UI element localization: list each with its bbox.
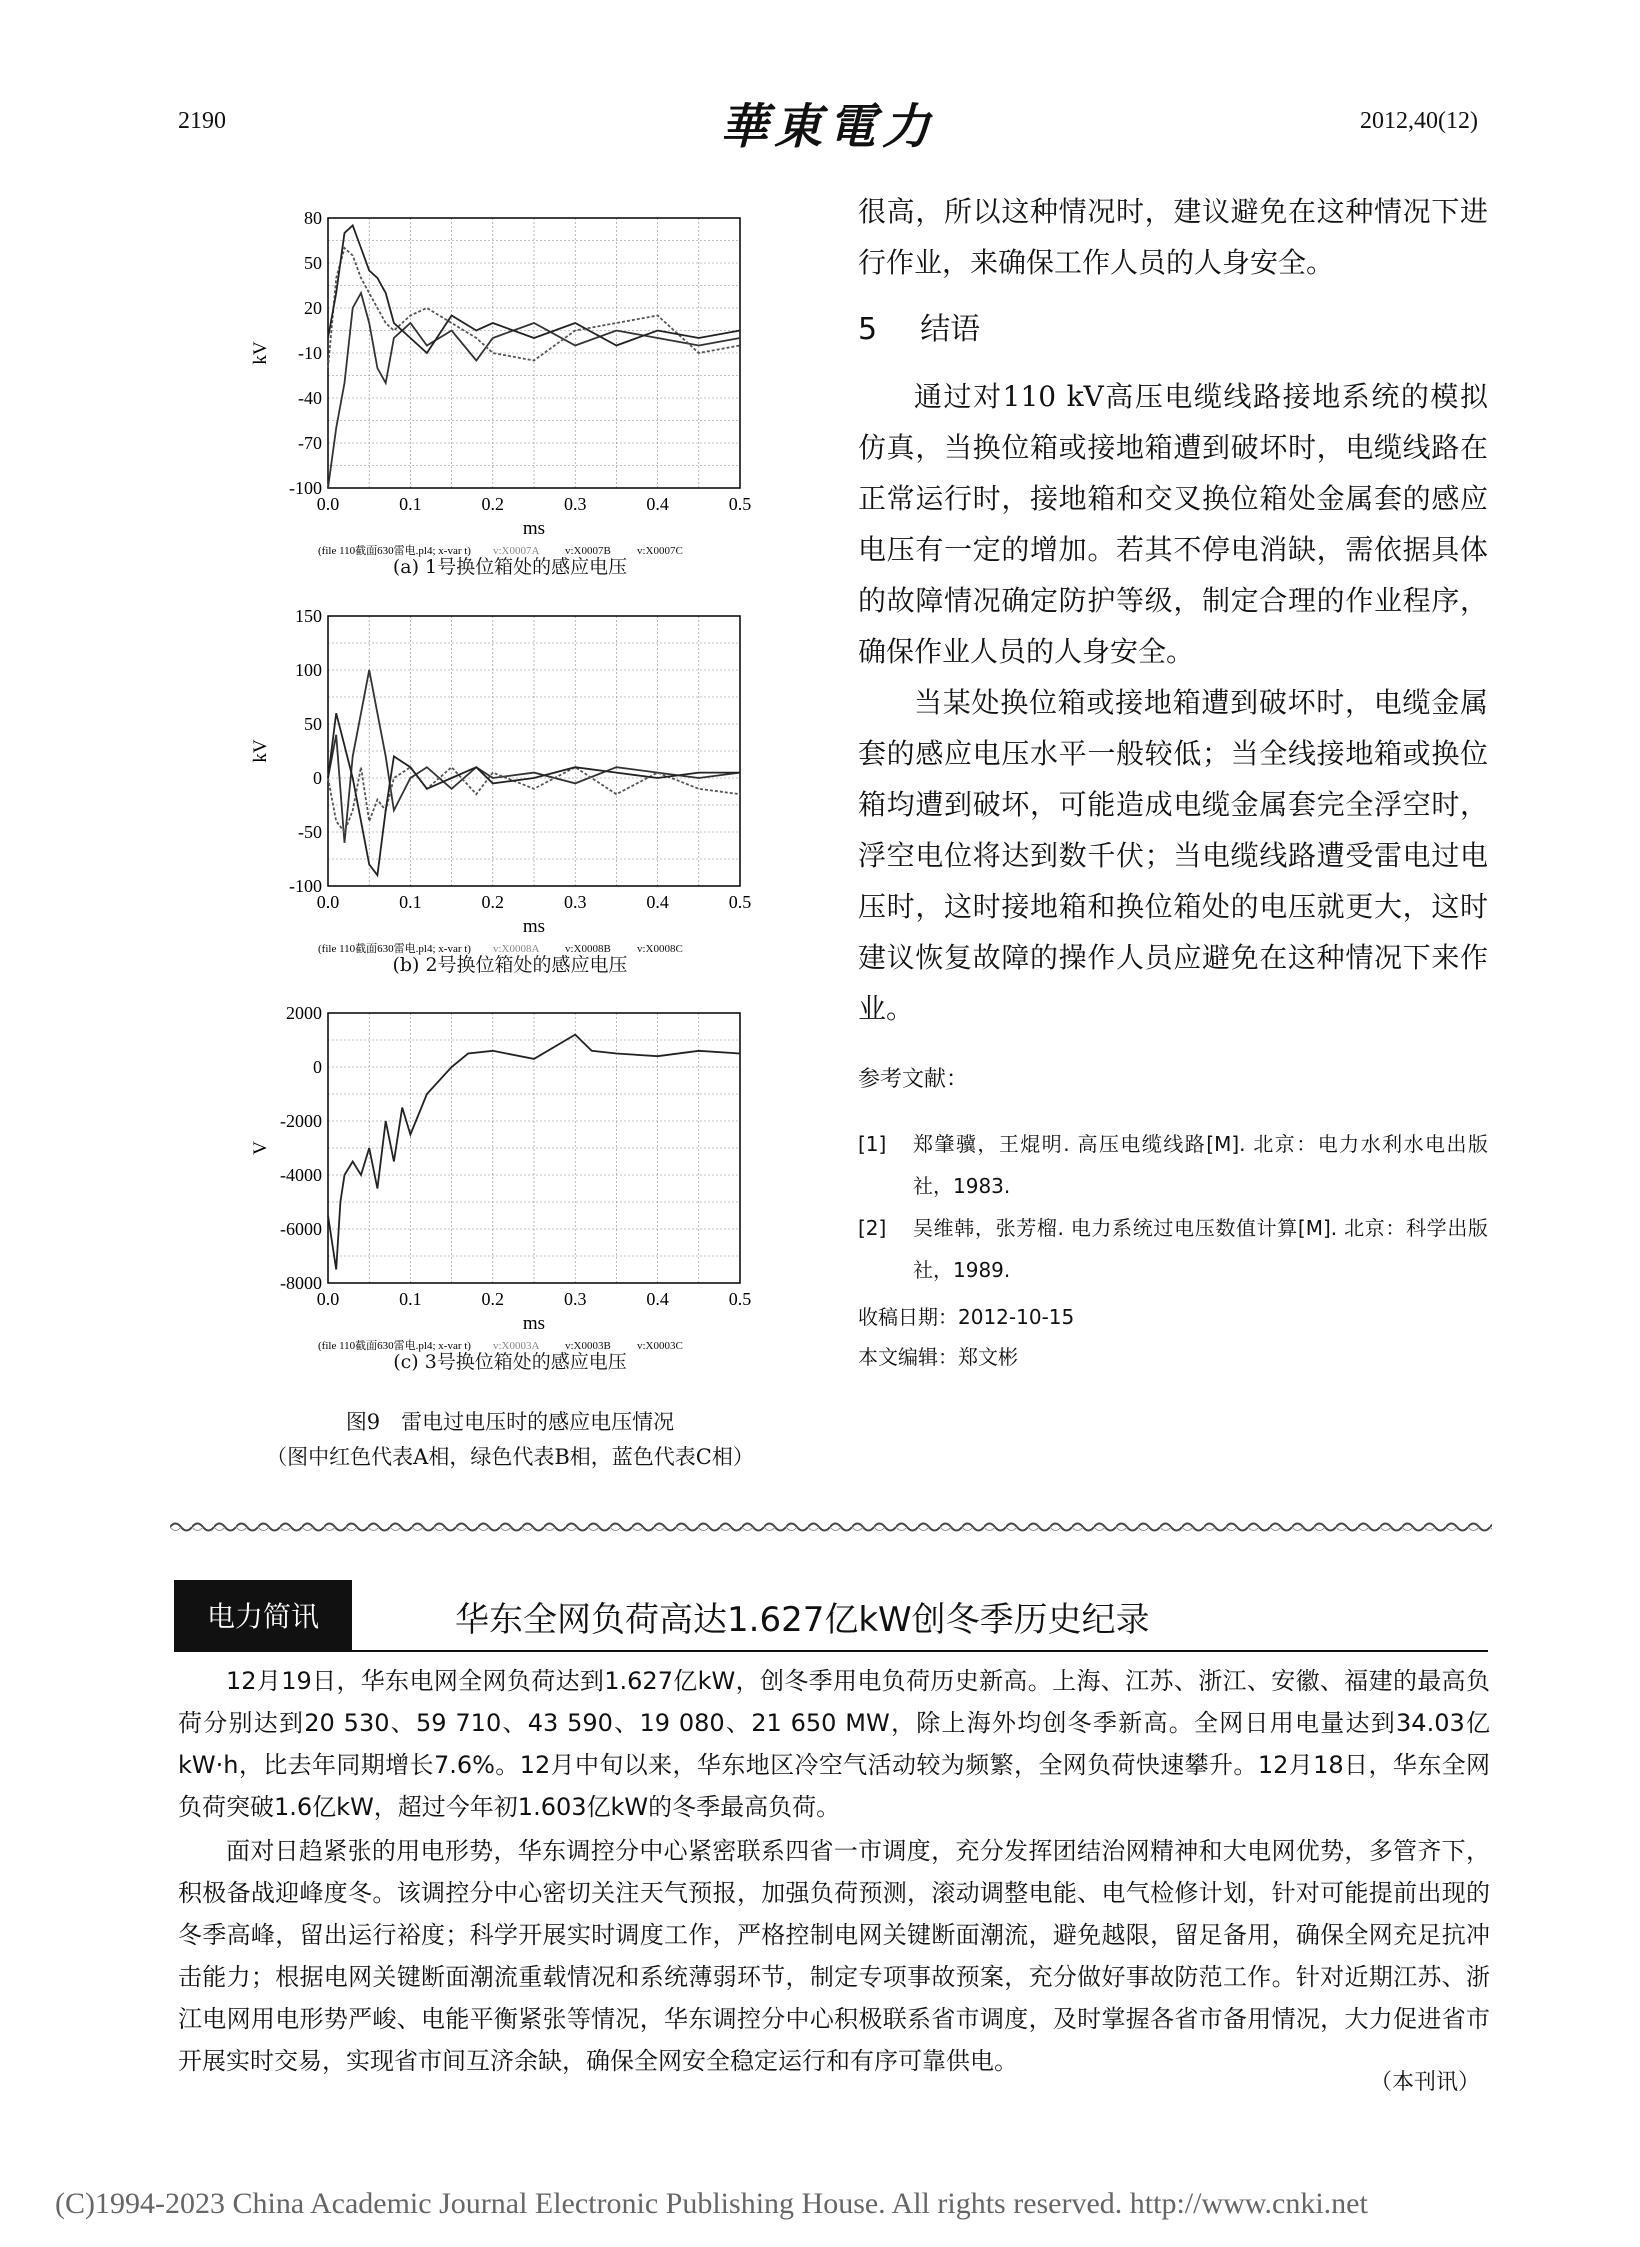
reference-number: [2] [858,1216,887,1240]
x-tick-label: 0.0 [316,1289,340,1309]
x-tick-label: 0.0 [316,892,340,912]
references-heading: 参考文献： [858,1067,969,1092]
figure-9 [230,200,790,1490]
reference-number: [1] [858,1132,887,1156]
figure-caption [200,1405,820,1475]
y-tick-label: -100 [289,876,322,896]
x-axis-label: ms [522,916,546,937]
x-tick-label: 0.5 [728,494,752,514]
subcaption-b: (b) 2号换位箱处的感应电压 [392,954,628,976]
news-body [178,1660,1490,2082]
conclusion-para-2: 当某处换位箱或接地箱遭到破坏时，电缆金属套的感应电压水平一般较低；当全线接地箱或换位箱均遭到破坏，可能造成电缆金属套完全浮空时，浮空电位将达到数千伏；当电缆线路遭受雷电过电压时，这时接地箱和换位箱处的电压就更大，这时建议恢复故障的操作人员应避免在这种情况下来作业。 [858,686,1488,1025]
y-axis-label: kV [250,739,271,763]
journal-title: 華東電力 [720,99,937,155]
page-number: 2190 [178,108,226,134]
subcaption-c: (c) 3号换位箱处的感应电压 [393,1351,627,1373]
y-tick-label: 0 [313,768,322,788]
news-rule [174,1650,1488,1652]
x-tick-label: 0.2 [481,494,505,514]
series-line [328,226,740,354]
section-number: 5 [858,312,878,347]
y-tick-label: -70 [298,433,322,453]
x-tick-label: 0.2 [481,1289,505,1309]
series-label: v:X0008A [493,943,540,955]
conclusion-para-1: 通过对110 kV高压电缆线路接地系统的模拟仿真，当换位箱或接地箱遭到破坏时，电缆线路在正常运行时，接地箱和交叉换位箱处金属套的感应电压有一定的增加。若其不停电消缺，需依据具体的故障情况确定防护等级，制定合理的作业程序，确保作业人员的人身安全。 [858,380,1488,668]
reference-text: 郑肇骥，王焜明. 高压电缆线路[M]. 北京：电力水利水电出版社，1983. [913,1132,1488,1198]
received-date: 收稿日期：2012-10-15 [858,1305,1075,1329]
file-note: (file 110截面630雷电.pl4; x-var t) [318,943,471,955]
x-tick-label: 0.5 [728,892,752,912]
file-note: (file 110截面630雷电.pl4; x-var t) [318,1340,471,1352]
news-paragraph-2: 面对日趋紧张的用电形势，华东调控分中心紧密联系四省一市调度，充分发挥团结治网精神和大电网优势，多管齐下，积极备战迎峰度冬。该调控分中心密切关注天气预报，加强负荷预测，滚动调整电能、电气检修计划，针对可能提前出现的冬季高峰，留出运行裕度；科学开展实时调度工作，严格控制电网关键断面潮流，避免越限，留足备用，确保全网充足抗冲击能力；根据电网关键断面潮流重载情况和系统薄弱环节，制定专项事故预案，充分做好事故防范工作。针对近期江苏、浙江电网用电形势严峻、电能平衡紧张等情况，华东调控分中心积极联系省市调度，及时掌握各省市备用情况，大力促进省市开展实时交易，实现省市间互济余缺，确保全网安全稳定运行和有序可靠供电。 [178,1837,1490,2075]
x-tick-label: 0.1 [399,892,422,912]
y-tick-label: -40 [298,388,322,408]
y-tick-label: -50 [298,822,322,842]
issue-info: 2012,40(12) [1360,108,1478,134]
x-tick-label: 0.3 [563,892,587,912]
news-paragraph-1: 12月19日，华东电网全网负荷达到1.627亿kW，创冬季用电负荷历史新高。上海、江苏、浙江、安徽、福建的最高负荷分别达到20 530、59 710、43 590、19 080、21 650 MW，除上海外均创冬季新高。全网日用电量达到34.03亿kW·h，比去年同期增长7.6%。12月中旬以来，华东地区冷空气活动较为频繁，全网负荷快速攀升。12月18日，华东全网负荷突破1.6亿kW，超过今年初1.603亿kW的冬季最高负荷。 [178,1667,1490,1821]
news-source: （本刊讯） [1369,2070,1480,2095]
y-tick-label: -6000 [280,1219,322,1239]
editor: 本文编辑：郑文彬 [858,1345,1018,1369]
series-label: v:X0003C [637,1340,683,1352]
y-tick-label: -10 [298,343,322,363]
figure-caption-title: 图9 雷电过电压时的感应电压情况 [345,1410,675,1434]
x-tick-label: 0.3 [563,494,587,514]
x-tick-label: 0.4 [646,494,669,514]
y-tick-label: 100 [295,660,322,680]
continued-paragraph: 很高，所以这种情况时，建议避免在这种情况下进行作业，来确保工作人员的人身安全。 [858,195,1488,279]
x-tick-label: 0.4 [646,892,669,912]
y-tick-label: 150 [295,606,322,626]
x-tick-label: 0.3 [563,1289,587,1309]
y-tick-label: 20 [304,298,322,318]
series-label: v:X0007C [637,545,683,557]
reference-text: 吴维韩，张芳榴. 电力系统过电压数值计算[M]. 北京：科学出版社，1989. [913,1216,1488,1282]
series-label: v:X0003B [565,1340,611,1352]
section-title: 结语 [920,312,981,347]
series-label: v:X0007A [493,545,540,557]
y-tick-label: -4000 [280,1165,322,1185]
reference-item [858,1207,1488,1291]
decorative-divider [170,1520,1492,1534]
x-tick-label: 0.5 [728,1289,752,1309]
section-heading [858,304,1488,355]
y-tick-label: -8000 [280,1273,322,1293]
copyright-footer: (C)1994-2023 China Academic Journal Electronic Publishing House. All rights reserved. http://www.cnki.net [55,2187,1368,2220]
chart-b [230,598,790,988]
y-tick-label: 50 [304,253,322,273]
news-title: 华东全网负荷高达1.627亿kW创冬季历史纪录 [455,1600,1150,1640]
x-tick-label: 0.2 [481,892,505,912]
x-tick-label: 0.1 [399,1289,422,1309]
right-column [858,186,1488,1377]
news-label: 电力简讯 [174,1580,352,1650]
y-tick-label: 80 [304,208,322,228]
chart-c [230,995,790,1385]
x-tick-label: 0.1 [399,494,422,514]
file-note: (file 110截面630雷电.pl4; x-var t) [318,545,471,557]
series-label: v:X0008C [637,943,683,955]
y-tick-label: 0 [313,1057,322,1077]
x-axis-label: ms [522,1313,546,1334]
series-label: v:X0003A [493,1340,540,1352]
subcaption-a: (a) 1号换位箱处的感应电压 [392,556,628,578]
y-tick-label: -100 [289,478,322,498]
x-tick-label: 0.0 [316,494,340,514]
y-axis-label: kV [250,341,271,365]
y-tick-label: -2000 [280,1111,322,1131]
series-label: v:X0008B [565,943,611,955]
x-tick-label: 0.4 [646,1289,669,1309]
x-axis-label: ms [522,518,546,539]
y-axis-label: V [250,1141,271,1155]
figure-caption-note: （图中红色代表A相，绿色代表B相，蓝色代表C相） [266,1445,754,1469]
series-label: v:X0007B [565,545,611,557]
chart-a [230,200,790,590]
y-tick-label: 2000 [286,1003,322,1023]
reference-item [858,1123,1488,1207]
y-tick-label: 50 [304,714,322,734]
